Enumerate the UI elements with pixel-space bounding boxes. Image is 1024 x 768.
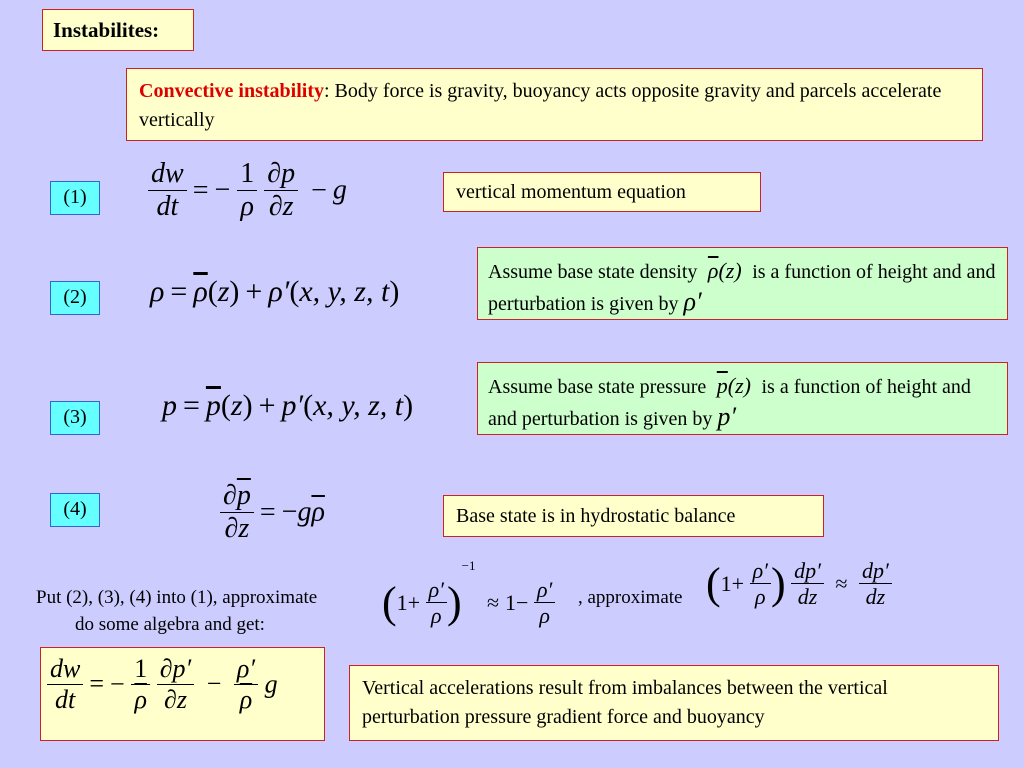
approx-text: [36, 584, 376, 638]
final-equation: $\frac{dw}{dt}$ = − $\frac{1}{\rho}$ $\frac{\partial p'}{\partial z}$ − $\frac{\rho'}{\rho}$ g: [47, 654, 278, 715]
approx-equation-1: (1+ $\frac{\rho'}{\rho}$ )$^{-1}$ ≈ 1− $\frac{\rho'}{\rho}$: [382, 558, 555, 629]
eq-label-1: (1): [50, 181, 100, 215]
equation-1: $\frac{dw}{dt}$ = − $\frac{1}{\rho}$ $\frac{\partial p}{\partial z}$ − g: [148, 158, 347, 223]
note-density-box: [477, 247, 1008, 320]
note-hydrostatic: Base state is in hydrostatic balance: [456, 505, 736, 527]
p-prime-symbol: p′: [717, 402, 737, 431]
note-pressure-box: [477, 362, 1008, 435]
slide-title: Instabilites:: [53, 18, 160, 42]
eq-label-3: (3): [50, 401, 100, 435]
equation-4: $\frac{\partial\overline{p}}{\partial z}$ = $-g\overline{\rho}$: [220, 480, 325, 545]
note-final-box: [349, 665, 999, 741]
equation-2: $\rho = \overline{\rho}(z) + \rho'(x$, y, z, t): [150, 275, 400, 308]
final-equation-box: [40, 647, 325, 741]
note-pressure-b: is a function of height and and perturbation is given by: [488, 376, 971, 430]
eq-label-4: (4): [50, 493, 100, 527]
intro-rest: : Body force is gravity, buoyancy acts opposite gravity and parcels accelerate vertically: [139, 80, 942, 131]
note-hydrostatic-box: [443, 495, 824, 537]
note-density: [488, 256, 997, 319]
eq-label-2: (2): [50, 281, 100, 315]
intro-box: [126, 68, 983, 141]
rho-bar-symbol: $\overline{\rho}(z)$: [707, 258, 748, 283]
approx-line-2: do some algebra and get:: [75, 614, 265, 635]
note-vertical-momentum-box: [443, 172, 761, 212]
intro-highlight: Convective instability: [139, 80, 324, 102]
note-vertical-momentum: vertical momentum equation: [456, 181, 686, 203]
note-pressure-a: Assume base state pressure: [488, 376, 707, 398]
approx-line-1: Put (2), (3), (4) into (1), approximate: [36, 587, 318, 608]
note-density-a: Assume base state density: [488, 261, 698, 283]
slide-title-box: [42, 9, 194, 51]
p-bar-symbol: $\overline{p}(z)$: [716, 373, 757, 398]
equation-3: $p = \overline{p}(z) + p'(x$, y, z, t): [162, 389, 414, 422]
note-density-b: is a function of height and and perturbation is given by: [488, 261, 996, 315]
rho-prime-symbol: ρ′: [683, 287, 702, 316]
approx-equation-2: (1+ $\frac{\rho'}{\rho}$ ) $\frac{dp'}{dz}$ ≈ $\frac{dp'}{dz}$: [706, 558, 892, 610]
note-final: Vertical accelerations result from imbalances between the vertical perturbation pressure gradient force and buoyancy: [362, 677, 888, 728]
approx-mid-text: , approximate: [578, 587, 683, 608]
intro-text: [139, 77, 970, 135]
note-pressure: [488, 371, 997, 434]
